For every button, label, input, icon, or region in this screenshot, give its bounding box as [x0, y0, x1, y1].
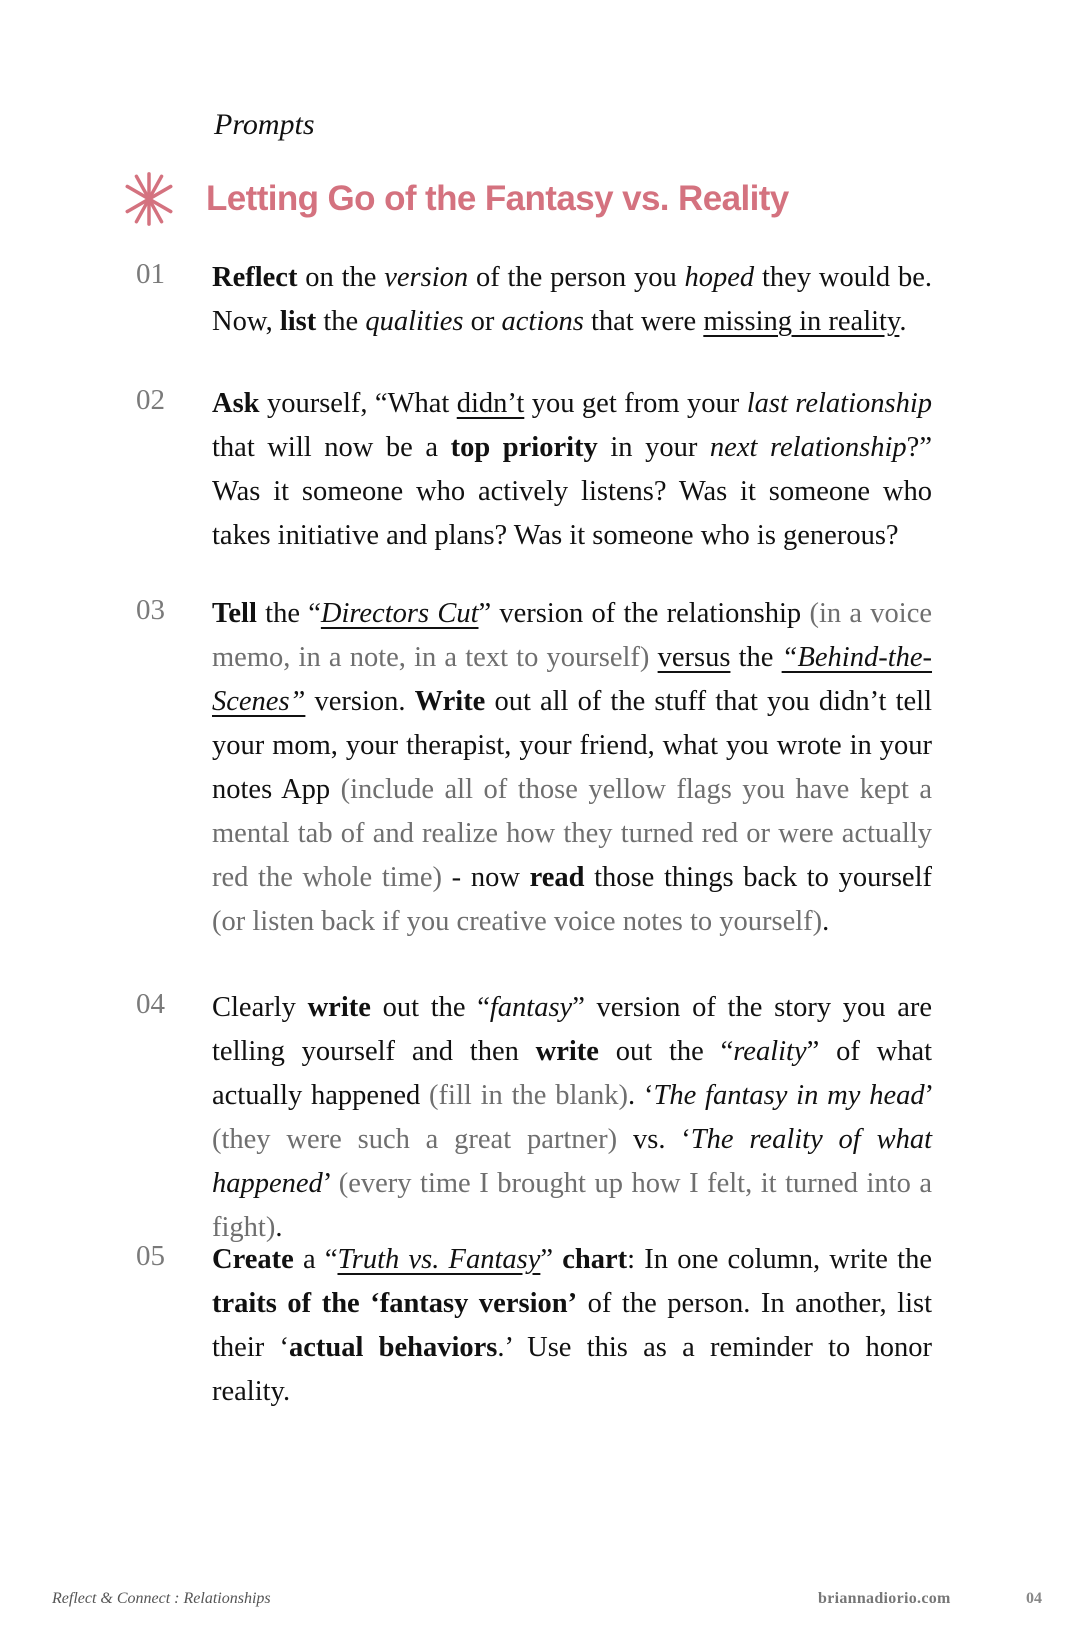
prompt-number: 05 — [136, 1240, 165, 1272]
prompt-text-segment: version — [384, 262, 469, 293]
prompt-text-segment: the — [730, 642, 782, 673]
prompt-text-segment: Create — [212, 1244, 294, 1275]
prompt-text-segment: or — [463, 306, 502, 337]
prompt-text-segment: next relationship — [709, 432, 907, 463]
prompt-text-segment: version. — [305, 686, 415, 717]
section-label: Prompts — [214, 108, 315, 141]
prompt-text-segment: Reflect — [212, 262, 298, 293]
prompt-text-segment: (fill in the blank) — [429, 1080, 629, 1111]
prompt-text-segment: qualities — [365, 306, 464, 337]
prompt-text-segment: ’ — [322, 1168, 339, 1199]
prompt-text-segment: ’ — [924, 1080, 932, 1111]
prompt-text-segment: of the person you — [468, 262, 685, 293]
prompt-text-segment: . — [275, 1212, 283, 1243]
prompt-text-segment: actual behaviors — [288, 1332, 498, 1363]
prompt-text-segment: actions — [501, 306, 584, 337]
prompt-text-segment: The reality of what happened — [212, 1124, 932, 1199]
prompt-text-segment: out the “ — [370, 992, 490, 1023]
prompt-text-segment: . — [899, 306, 907, 337]
prompt-text-segment: that will now be a — [212, 432, 451, 463]
prompt-text-segment: (in a voice memo, in a note, in a text to yourself) — [212, 598, 932, 673]
prompt-text-segment: in your — [597, 432, 710, 463]
prompt-text-segment: fantasy — [489, 992, 573, 1023]
prompt-text-segment: “Behind-the-Scenes” — [212, 642, 933, 717]
prompt-text-segment: vs. ‘ — [617, 1124, 691, 1155]
prompt-text — [212, 592, 932, 944]
prompt-text — [212, 1238, 932, 1414]
prompt-text-segment: last relationship — [746, 388, 932, 419]
prompt-text-segment: missing in reality — [703, 306, 900, 337]
prompt-text-segment: chart — [562, 1244, 628, 1275]
footer-page-number: 04 — [1026, 1590, 1042, 1607]
prompt-text-segment: a “ — [293, 1244, 338, 1275]
prompt-text-segment: those things back to yourself — [584, 862, 932, 893]
prompt-text-segment: write — [307, 992, 371, 1023]
prompt-text-segment: Write — [414, 686, 486, 717]
prompt-number: 03 — [136, 594, 165, 626]
prompt-text-segment: list — [279, 306, 317, 337]
prompt-text-segment: . — [822, 906, 830, 937]
prompt-text-segment: out the “ — [598, 1036, 734, 1067]
prompt-number: 01 — [136, 258, 165, 290]
prompt-text-segment: you get from your — [524, 388, 747, 419]
prompt-text-segment: write — [535, 1036, 599, 1067]
prompt-text-segment: top priority — [450, 432, 598, 463]
prompt-text — [212, 382, 932, 558]
prompt-text-segment: ” version of the story you are telling yourself and then — [212, 992, 932, 1067]
prompt-text-segment — [649, 642, 657, 673]
prompt-text-segment: Clearly — [212, 992, 308, 1023]
prompt-text-segment: versus — [657, 642, 731, 673]
footer-website-link[interactable]: briannadiorio.com — [818, 1590, 951, 1607]
page-title: Letting Go of the Fantasy vs. Reality — [206, 179, 789, 218]
prompt-text-segment: yourself, “What — [259, 388, 457, 419]
prompt-text-segment: traits of the ‘fantasy version’ — [212, 1288, 578, 1319]
prompt-text-segment: (include all of those yellow flags you have kept a mental tab of and realize how they turned red or were actually red the whole time) — [212, 774, 932, 893]
prompt-text-segment: ” of what actually happened — [212, 1036, 933, 1111]
prompt-text-segment: The fantasy in my head — [653, 1080, 925, 1111]
prompt-text-segment: of the person. In another, list their ‘ — [212, 1288, 933, 1363]
prompt-text-segment: that were — [583, 306, 704, 337]
prompt-number: 04 — [136, 988, 165, 1020]
prompt-text-segment: reality — [733, 1036, 807, 1067]
asterisk-star-icon — [120, 170, 178, 228]
prompt-text-segment: Truth vs. Fantasy — [337, 1244, 541, 1275]
prompt-text — [212, 986, 932, 1250]
prompt-text-segment: the — [316, 306, 366, 337]
prompt-text-segment: : In one column, write the — [627, 1244, 932, 1275]
prompt-text-segment: ” — [540, 1244, 563, 1275]
prompt-text-segment: - now — [442, 862, 530, 893]
prompt-text-segment: the “ — [256, 598, 321, 629]
prompt-text-segment: ” version of the relationship — [478, 598, 810, 629]
prompt-number: 02 — [136, 384, 165, 416]
prompt-text-segment: .’ Use this as a reminder to honor reality. — [212, 1332, 933, 1407]
prompt-text-segment: Tell — [212, 598, 257, 629]
prompt-text-segment: . ‘ — [628, 1080, 654, 1111]
prompt-text-segment: hoped — [684, 262, 755, 293]
prompt-text-segment: on the — [297, 262, 385, 293]
prompt-text-segment: read — [529, 862, 585, 893]
prompt-text-segment: (every time I brought up how I felt, it turned into a fight) — [212, 1168, 932, 1243]
heading-row — [120, 170, 789, 228]
footer-publication-title: Reflect & Connect : Relationships — [52, 1590, 271, 1607]
prompt-text — [212, 256, 932, 344]
prompt-text-segment: (they were such a great partner) — [212, 1124, 618, 1155]
prompt-text-segment: they would be. Now, — [212, 262, 932, 337]
prompt-text-segment: didn’t — [456, 388, 525, 419]
prompt-text-segment: Directors Cut — [320, 598, 479, 629]
prompt-text-segment: out all of the stuff that you didn’t tell your mom, your therapist, your friend, what you wrote in your notes App — [212, 686, 932, 805]
prompt-text-segment: (or listen back if you creative voice notes to yourself) — [212, 906, 823, 937]
prompt-text-segment: Ask — [212, 388, 260, 419]
prompt-text-segment: ?” Was it someone who actively listens? Was it someone who takes initiative and plans? Was it someone who is generous? — [212, 432, 932, 551]
